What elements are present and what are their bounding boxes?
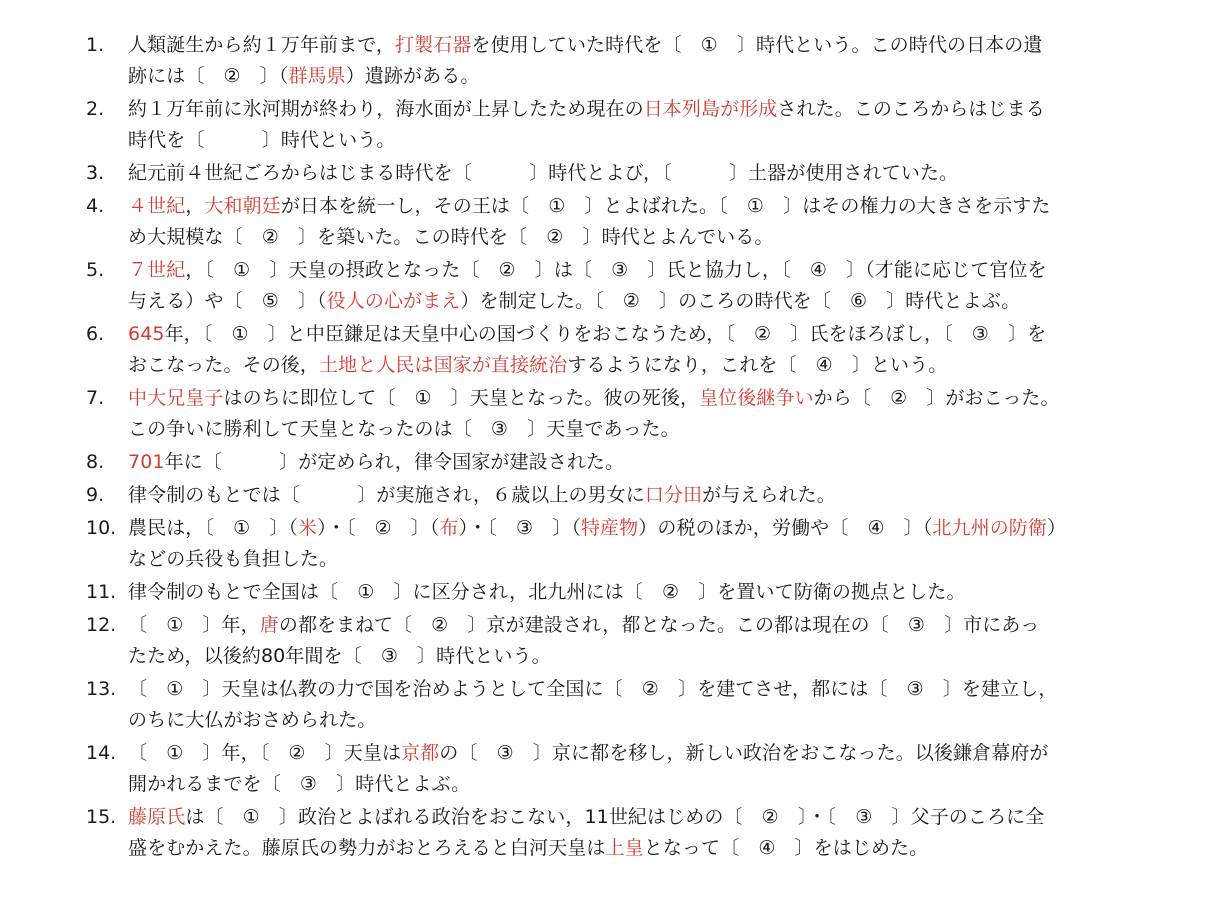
question-item	[0, 513, 1220, 575]
question-text	[128, 480, 1118, 511]
question-text	[128, 158, 1118, 189]
text-segment: 盛をむかえた。藤原氏の勢力がおとろえると白河天皇は	[128, 837, 606, 859]
text-segment: が日本を統一し，その王は〔 ① 〕とよばれた。〔 ① 〕はその権力の大きさを示すた	[280, 195, 1051, 217]
question-line	[128, 833, 1118, 864]
question-line	[128, 61, 1118, 92]
text-segment: の都をまねて〔 ② 〕京が建設され，都となった。この都は現在の〔 ③ 〕市にあっ	[278, 614, 1040, 636]
text-segment: 〔 ① 〕年，〔 ② 〕天皇は	[128, 742, 402, 764]
highlighted-keyword: 土地と人民は国家が直接統治	[319, 354, 568, 376]
question-line	[128, 319, 1118, 350]
highlighted-keyword: ４世紀	[128, 195, 186, 217]
question-list	[0, 30, 1220, 866]
question-item	[0, 255, 1220, 317]
question-line	[128, 480, 1118, 511]
question-text	[128, 94, 1118, 156]
text-segment: おこなった。その後，	[128, 354, 320, 376]
highlighted-keyword: 特産物	[580, 517, 639, 539]
question-item	[0, 738, 1220, 800]
text-segment: などの兵役も負担した。	[128, 548, 339, 570]
question-line	[128, 125, 1118, 156]
text-segment: となって〔 ④ 〕をはじめた。	[643, 837, 929, 859]
question-item	[0, 319, 1220, 381]
highlighted-keyword: 群馬県	[288, 65, 346, 87]
text-segment: 時代を〔 〕時代という。	[128, 129, 396, 151]
highlighted-keyword: 北九州の防衛	[932, 517, 1048, 539]
text-segment: ）	[1047, 517, 1067, 539]
text-segment: め大規模な〔 ② 〕を築いた。この時代を〔 ② 〕時代とよんでいる。	[128, 226, 774, 248]
highlighted-keyword: 役人の心がまえ	[326, 290, 461, 312]
question-line	[128, 802, 1118, 833]
question-line	[128, 610, 1118, 641]
question-text	[128, 383, 1118, 445]
highlighted-keyword: 打製石器	[395, 34, 472, 56]
question-text	[128, 577, 1118, 608]
text-segment: 律令制のもとでは〔 〕が実施され，６歳以上の男女に	[128, 484, 645, 506]
text-segment: この争いに勝利して天皇となったのは〔 ③ 〕天皇であった。	[128, 418, 680, 440]
highlighted-keyword: 藤原氏	[128, 806, 186, 828]
question-item	[0, 447, 1220, 478]
question-text	[128, 255, 1118, 317]
question-line	[128, 513, 1118, 544]
highlighted-keyword: ７世紀	[128, 259, 186, 281]
question-item	[0, 191, 1220, 253]
text-segment: された。このころからはじまる	[777, 98, 1045, 120]
text-segment: が与えられた。	[702, 484, 836, 506]
text-segment: するようになり，これを〔 ④ 〕という。	[567, 354, 948, 376]
question-text	[128, 674, 1118, 736]
question-number: 8.	[86, 451, 105, 473]
question-number: 1.	[86, 34, 105, 56]
question-item	[0, 577, 1220, 608]
text-segment: 農民は，〔 ① 〕（	[128, 517, 299, 539]
question-line	[128, 383, 1118, 414]
question-line	[128, 641, 1118, 672]
text-segment: を使用していた時代を〔 ① 〕時代という。この時代の日本の遺	[471, 34, 1043, 56]
question-line	[128, 674, 1118, 705]
text-segment: 跡には〔 ② 〕（	[128, 65, 289, 87]
text-segment: ）を制定した。〔 ② 〕のころの時代を〔 ⑥ 〕時代とよぶ。	[460, 290, 1021, 312]
question-line	[128, 350, 1118, 381]
question-line	[128, 705, 1118, 736]
text-segment: の〔 ③ 〕京に都を移し，新しい政治をおこなった。以後鎌倉幕府が	[439, 742, 1049, 764]
text-segment: ）・〔 ② 〕（	[317, 517, 440, 539]
text-segment: は〔 ① 〕政治とよばれる政治をおこない，11世紀はじめの〔 ② 〕・〔 ③ 〕父子のころに全	[185, 806, 1045, 828]
question-line	[128, 158, 1118, 189]
question-item	[0, 480, 1220, 511]
question-number: 5.	[86, 259, 105, 281]
text-segment: ）遺跡がある。	[345, 65, 480, 87]
question-line	[128, 577, 1118, 608]
text-segment: ）の税のほか，労働や〔 ④ 〕（	[638, 517, 933, 539]
question-text	[128, 513, 1118, 575]
question-item	[0, 383, 1220, 445]
highlighted-keyword: 布	[439, 517, 459, 539]
question-item	[0, 802, 1220, 864]
question-item	[0, 158, 1220, 189]
text-segment: 律令制のもとで全国は〔 ① 〕に区分され，北九州には〔 ② 〕を置いて防衛の拠点とした。	[128, 581, 966, 603]
question-text	[128, 738, 1118, 800]
question-number: 15.	[86, 806, 117, 828]
question-number: 13.	[86, 678, 117, 700]
question-line	[128, 769, 1118, 800]
question-item	[0, 30, 1220, 92]
question-number: 2.	[86, 98, 105, 120]
question-number: 7.	[86, 387, 105, 409]
question-number: 10.	[86, 517, 117, 539]
text-segment: から〔 ② 〕がおこった。	[813, 387, 1060, 409]
highlighted-keyword: 日本列島が形成	[643, 98, 778, 120]
question-line	[128, 30, 1118, 61]
highlighted-keyword: 大和朝廷	[204, 195, 281, 217]
text-segment: 与える）や〔 ⑤ 〕（	[128, 290, 327, 312]
text-segment: 年，〔 ① 〕と中臣鎌足は天皇中心の国づくりをおこなうため，〔 ② 〕氏をほろぼし，〔 ③ 〕を	[164, 323, 1047, 345]
text-segment: 〔 ① 〕年，	[128, 614, 260, 636]
question-text	[128, 447, 1118, 478]
question-line	[128, 191, 1118, 222]
question-text	[128, 30, 1118, 92]
highlighted-keyword: 上皇	[605, 837, 644, 859]
question-line	[128, 447, 1118, 478]
question-text	[128, 802, 1118, 864]
text-segment: はのちに即位して〔 ① 〕天皇となった。彼の死後，	[223, 387, 700, 409]
highlighted-keyword: 京都	[401, 742, 440, 764]
highlighted-keyword: 唐	[259, 614, 279, 636]
text-segment: 〔 ① 〕天皇は仏教の力で国を治めようとして全国に〔 ② 〕を建てさせ，都には〔 ③ 〕を建立し，	[128, 678, 1058, 700]
question-line	[128, 255, 1118, 286]
text-segment: ）・〔 ③ 〕（	[458, 517, 581, 539]
text-segment: 約１万年前に氷河期が終わり，海水面が上昇したため現在の	[128, 98, 644, 120]
question-number: 6.	[86, 323, 105, 345]
text-segment: 年に〔 〕が定められ，律令国家が建設された。	[164, 451, 625, 473]
highlighted-keyword: 701	[128, 451, 165, 473]
question-line	[128, 414, 1118, 445]
question-number: 9.	[86, 484, 105, 506]
question-number: 12.	[86, 614, 117, 636]
question-line	[128, 286, 1118, 317]
question-line	[128, 222, 1118, 253]
highlighted-keyword: 皇位後継争い	[699, 387, 814, 409]
question-item	[0, 610, 1220, 672]
question-line	[128, 738, 1118, 769]
highlighted-keyword: 中大兄皇子	[128, 387, 224, 409]
question-text	[128, 610, 1118, 672]
text-segment: ，〔 ① 〕天皇の摂政となった〔 ② 〕は〔 ③ 〕氏と協力し，〔 ④ 〕（才能に応じて官位を	[185, 259, 1047, 281]
highlighted-keyword: 米	[298, 517, 318, 539]
highlighted-keyword: 645	[128, 323, 165, 345]
question-item	[0, 94, 1220, 156]
text-segment: たため，以後約80年間を〔 ③ 〕時代という。	[128, 645, 551, 667]
question-number: 11.	[86, 581, 117, 603]
text-segment: のちに大仏がおさめられた。	[128, 709, 377, 731]
question-item	[0, 674, 1220, 736]
text-segment: ，	[185, 195, 205, 217]
question-number: 4.	[86, 195, 105, 217]
question-number: 3.	[86, 162, 105, 184]
question-text	[128, 319, 1118, 381]
question-line	[128, 544, 1118, 575]
highlighted-keyword: 口分田	[644, 484, 703, 506]
question-line	[128, 94, 1118, 125]
text-segment: 紀元前４世紀ごろからはじまる時代を〔 〕時代とよび，〔 〕土器が使用されていた。	[128, 162, 959, 184]
question-text	[128, 191, 1118, 253]
text-segment: 開かれるまでを〔 ③ 〕時代とよぶ。	[128, 773, 471, 795]
question-number: 14.	[86, 742, 117, 764]
text-segment: 人類誕生から約１万年前まで，	[128, 34, 396, 56]
